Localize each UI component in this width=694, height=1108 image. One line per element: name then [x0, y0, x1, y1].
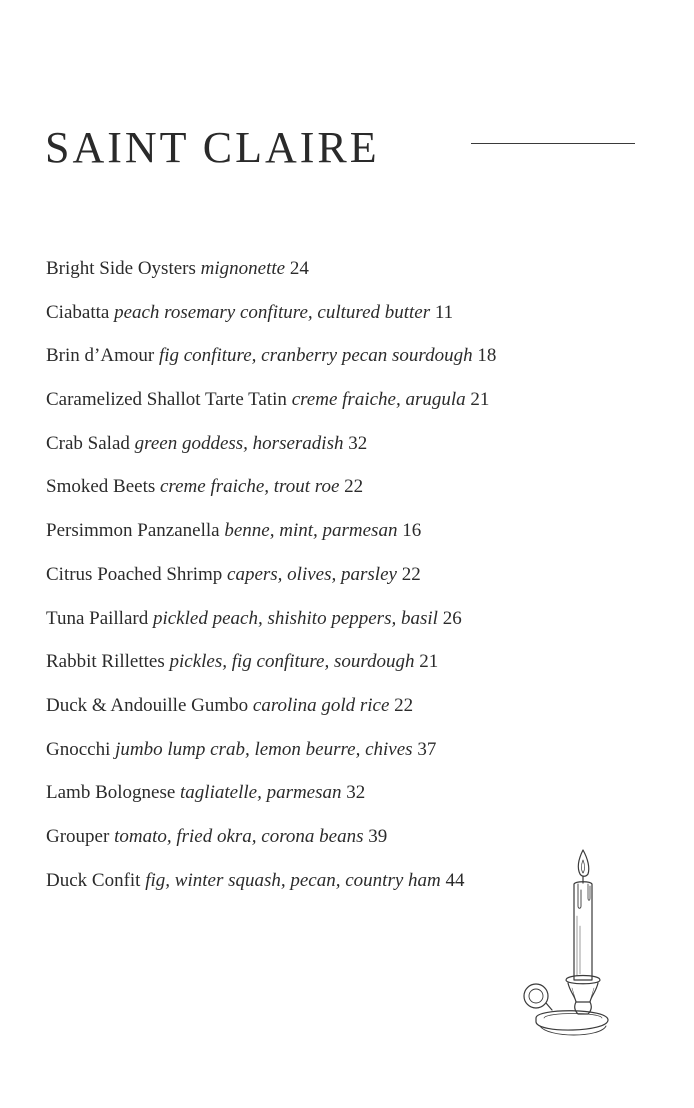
dish-price: 37 — [417, 738, 437, 760]
candle-flame-inner — [582, 860, 585, 873]
dish-name: Crab Salad — [46, 432, 130, 454]
dish-name: Gnocchi — [46, 738, 111, 760]
holder-cup — [568, 983, 598, 1002]
dish-description: fig, winter squash, pecan, country ham — [145, 869, 441, 891]
menu-item — [46, 561, 646, 605]
holder-handle-ring — [524, 984, 548, 1008]
menu-item — [46, 736, 646, 780]
menu-item — [46, 342, 646, 386]
dish-description: capers, olives, parsley — [227, 563, 397, 585]
candle-illustration — [518, 846, 610, 1046]
dish-price: 32 — [346, 782, 366, 804]
dish-name: Bright Side Oysters — [46, 258, 196, 279]
dish-name: Lamb Bolognese — [46, 782, 176, 804]
menu-item — [46, 473, 646, 517]
dish-price: 21 — [419, 651, 439, 673]
holder-saucer-inner — [544, 1014, 602, 1019]
dish-name: Ciabatta — [46, 301, 110, 323]
dish-name: Duck & Andouille Gumbo — [46, 694, 249, 716]
holder-handle-ring-inner — [529, 989, 543, 1003]
dish-description: fig confiture, cranberry pecan sourdough — [158, 345, 473, 367]
dish-description: peach rosemary confiture, cultured butter — [114, 301, 431, 323]
restaurant-title: SAINT CLAIRE — [45, 123, 380, 172]
dish-name: Brin d’Amour — [46, 345, 155, 367]
menu-item — [46, 648, 646, 692]
dish-description: creme fraiche, trout roe — [160, 476, 340, 498]
menu-item — [46, 779, 646, 823]
dish-price: 11 — [434, 301, 454, 323]
candle-shading — [577, 916, 580, 976]
dish-price: 24 — [289, 258, 309, 279]
dish-name: Duck Confit — [46, 869, 141, 891]
dish-name: Citrus Poached Shrimp — [46, 563, 223, 585]
holder-cup-shading — [572, 988, 594, 998]
dish-price: 26 — [442, 607, 462, 629]
dish-name: Persimmon Panzanella — [46, 520, 220, 542]
title-divider — [471, 143, 635, 144]
dish-price: 22 — [394, 694, 414, 716]
menu-list — [46, 255, 646, 910]
dish-name: Grouper — [46, 825, 110, 847]
menu-item — [46, 692, 646, 736]
dish-price: 39 — [368, 825, 388, 847]
candle-drip-2 — [588, 884, 590, 900]
dish-description: mignonette — [200, 258, 286, 279]
candle-body — [574, 882, 592, 980]
dish-price: 18 — [477, 345, 497, 367]
menu-item — [46, 299, 646, 343]
holder-handle-joint — [546, 1003, 552, 1010]
dish-price: 16 — [402, 520, 422, 542]
dish-description: tagliatelle, parmesan — [180, 782, 342, 804]
dish-price: 32 — [348, 432, 368, 454]
dish-name: Smoked Beets — [46, 476, 156, 498]
dish-description: pickled peach, shishito peppers, basil — [152, 607, 438, 629]
dish-price: 22 — [344, 476, 364, 498]
dish-description: pickles, fig confiture, sourdough — [169, 651, 415, 673]
dish-price: 21 — [470, 389, 490, 411]
dish-name: Rabbit Rillettes — [46, 651, 165, 673]
menu-item — [46, 430, 646, 474]
dish-name: Caramelized Shallot Tarte Tatin — [46, 389, 287, 411]
dish-description: carolina gold rice — [252, 694, 390, 716]
dish-description: creme fraiche, arugula — [291, 389, 466, 411]
dish-description: benne, mint, parmesan — [224, 520, 398, 542]
candle-drip — [578, 884, 581, 908]
dish-description: green goddess, horseradish — [134, 432, 344, 454]
menu-item — [46, 255, 646, 299]
dish-description: tomato, fried okra, corona beans — [114, 825, 364, 847]
dish-description: jumbo lump crab, lemon beurre, chives — [115, 738, 413, 760]
menu-item — [46, 386, 646, 430]
menu-item — [46, 517, 646, 561]
dish-price: 22 — [401, 563, 421, 585]
dish-price: 44 — [445, 869, 465, 891]
menu-item — [46, 605, 646, 649]
dish-name: Tuna Paillard — [46, 607, 149, 629]
